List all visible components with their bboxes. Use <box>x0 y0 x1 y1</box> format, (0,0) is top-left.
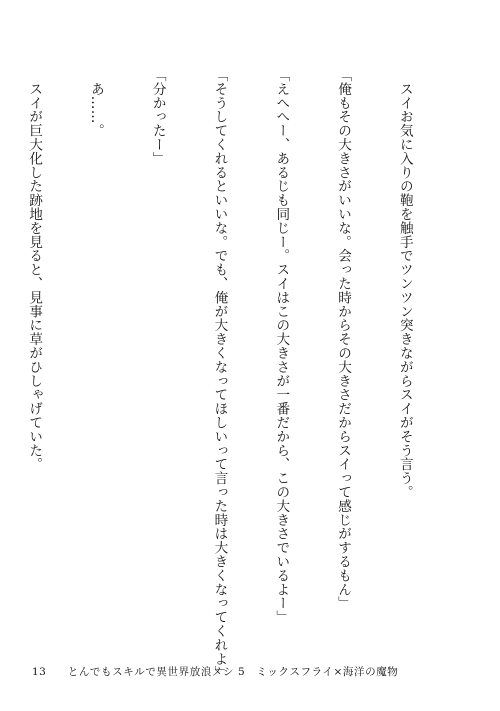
page-footer <box>32 664 398 679</box>
text-line: あ……。 <box>87 68 104 138</box>
text-line: スイお気に入りの鞄を触手でツンツン突きながらスイがそう言う。 <box>396 68 413 499</box>
text-line: 「俺もその大きさがいいな。会った時からその大きさだからスイって感じがするもん」 <box>335 68 352 611</box>
page-number: 13 <box>32 666 47 678</box>
text-line: 「分かったー」 <box>149 68 166 166</box>
text-line: スイが巨大化した跡地を見ると、見事に草がひしゃげていた。 <box>26 68 43 472</box>
text-line: 「そうしてくれるといいな。でも、俺が大きくなってほしいって言った時は大きくなってくれよ」 <box>211 68 228 680</box>
running-title: とんでもスキルで異世界放浪メシ 5 ミックスフライ×海洋の魔物 <box>67 666 399 678</box>
text-line: 「えへへー、あるじも同じー。スイはこの大きさが一番だから、この大きさでいるよー」 <box>273 68 290 624</box>
